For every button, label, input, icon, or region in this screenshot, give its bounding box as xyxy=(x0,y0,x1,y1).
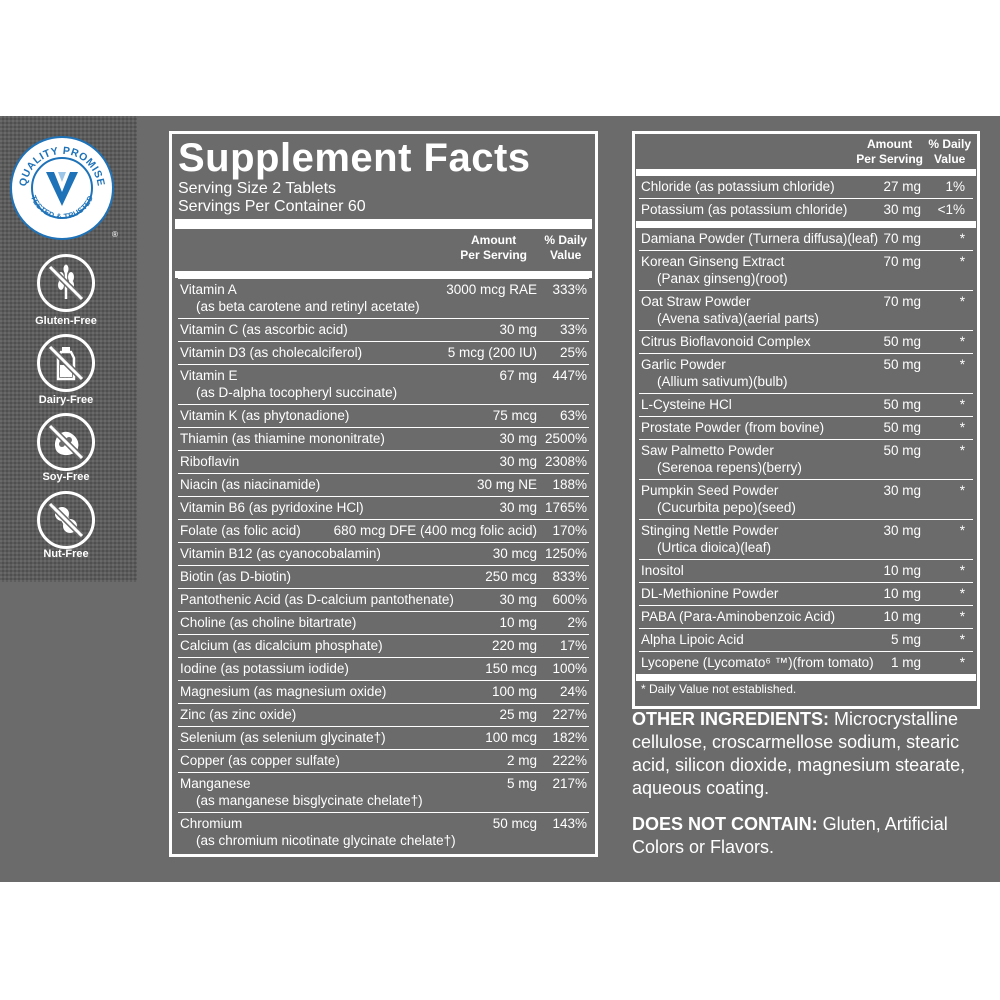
nutrient-daily-value: 1250% xyxy=(544,546,587,561)
nutrient-daily-value: 25% xyxy=(559,345,587,360)
column-header xyxy=(178,229,589,271)
nutrient-amount: 67 mg xyxy=(499,368,537,383)
other-ingredients-label: OTHER INGREDIENTS: xyxy=(632,709,830,729)
nutrient-name: Pumpkin Seed Powder xyxy=(641,483,779,498)
supplement-facts-title: Supplement Facts xyxy=(178,136,531,180)
nutrient-row xyxy=(639,228,973,250)
facts2-group2 xyxy=(639,228,973,674)
nutrient-daily-value: <1% xyxy=(937,202,965,217)
nutrient-daily-value: * xyxy=(959,420,965,435)
nutrient-amount: 5 mcg (200 IU) xyxy=(447,345,537,360)
nutrient-daily-value: 33% xyxy=(559,322,587,337)
nutrient-amount: 50 mg xyxy=(883,397,921,412)
amount-header-line1: Amount xyxy=(470,233,517,247)
nutrient-source: (Panax ginseng)(root) xyxy=(657,271,788,286)
nutrient-name: Niacin (as niacinamide) xyxy=(180,477,321,492)
nutrient-row xyxy=(639,176,973,198)
nutrient-name: L-Cysteine HCl xyxy=(641,397,732,412)
soy-free-label: Soy-Free xyxy=(42,471,90,483)
nutrient-row xyxy=(639,559,973,582)
nutrient-amount: 30 mg xyxy=(883,202,921,217)
nutrient-daily-value: * xyxy=(959,655,965,670)
nutrient-amount: 1 mg xyxy=(890,655,921,670)
nutrient-daily-value: * xyxy=(959,483,965,498)
nutrient-name: Prostate Powder (from bovine) xyxy=(641,420,825,435)
nutrient-name: Vitamin B6 (as pyridoxine HCl) xyxy=(180,500,364,515)
nut-free-label: Nut-Free xyxy=(43,548,89,560)
nutrient-daily-value: * xyxy=(959,523,965,538)
nutrient-source: (Urtica dioica)(leaf) xyxy=(657,540,772,555)
nutrient-row xyxy=(639,439,973,479)
nutrient-daily-value: * xyxy=(959,294,965,309)
nutrient-row xyxy=(639,519,973,559)
nutrient-daily-value: * xyxy=(959,563,965,578)
other-ingredients-text: Microcrystalline cellulose, croscarmellose sodium, stearic acid, silicon dioxide, magnesium stearate, aqueous coating. xyxy=(632,709,966,798)
nutrient-amount: 10 mg xyxy=(499,615,537,630)
nutrient-source: (Avena sativa)(aerial parts) xyxy=(657,311,819,326)
nutrient-amount: 30 mg xyxy=(499,322,537,337)
dv-header-2-line2: Value xyxy=(933,152,966,166)
dv-header-2-line1: % Daily xyxy=(928,137,971,151)
nutrient-name: Oat Straw Powder xyxy=(641,294,751,309)
nutrient-amount: 30 mg xyxy=(499,500,537,515)
nutrient-row xyxy=(639,651,973,674)
medium-divider-3 xyxy=(636,221,976,228)
nutrient-name: Vitamin K (as phytonadione) xyxy=(180,408,350,423)
other-ingredients-block xyxy=(632,708,982,872)
nutrient-source: (as manganese bisglycinate chelate†) xyxy=(196,793,423,808)
nutrient-daily-value: 143% xyxy=(552,816,587,831)
nutrient-amount: 220 mg xyxy=(491,638,537,653)
nutrient-daily-value: * xyxy=(959,397,965,412)
nutrient-row xyxy=(178,450,589,473)
nutrient-daily-value: 217% xyxy=(552,776,587,791)
nutrient-amount: 50 mg xyxy=(883,357,921,372)
servings-per-container: Servings Per Container 60 xyxy=(178,198,366,215)
nutrient-source: (as chromium nicotinate glycinate chelate†) xyxy=(196,833,456,848)
nutrient-name: Choline (as choline bitartrate) xyxy=(180,615,357,630)
nutrient-amount: 30 mg NE xyxy=(476,477,537,492)
supplement-facts-box-2 xyxy=(632,131,980,709)
nutrient-name: Stinging Nettle Powder xyxy=(641,523,779,538)
peanut-icon xyxy=(40,494,92,546)
daily-value-header-2 xyxy=(928,137,971,167)
dairy-free-badge xyxy=(37,334,95,392)
nutrient-name: Thiamin (as thiamine mononitrate) xyxy=(180,431,385,446)
nutrient-daily-value: 188% xyxy=(552,477,587,492)
nutrient-row xyxy=(178,565,589,588)
gluten-free-badge xyxy=(37,254,95,312)
nutrient-row xyxy=(639,393,973,416)
nutrient-amount: 70 mg xyxy=(883,231,921,246)
nutrient-amount: 30 mg xyxy=(499,454,537,469)
nutrient-row xyxy=(178,519,589,542)
nutrient-row xyxy=(178,364,589,404)
nutrient-daily-value: 182% xyxy=(552,730,587,745)
nutrient-daily-value: 2308% xyxy=(544,454,587,469)
nutrient-source: (as D-alpha tocopheryl succinate) xyxy=(196,385,398,400)
nutrient-daily-value: * xyxy=(959,609,965,624)
nutrient-name: DL-Methionine Powder xyxy=(641,586,779,601)
nutrient-amount: 10 mg xyxy=(883,609,921,624)
does-not-contain-label: DOES NOT CONTAIN: xyxy=(632,814,818,834)
nutrient-name: Lycopene (Lycomato⁶ ™)(from tomato) xyxy=(641,655,874,670)
amount-header xyxy=(460,233,527,263)
nutrient-daily-value: 600% xyxy=(552,592,587,607)
nutrient-row xyxy=(639,479,973,519)
nutrient-name: Vitamin E xyxy=(180,368,238,383)
nutrient-name: Biotin (as D-biotin) xyxy=(180,569,292,584)
nutrient-amount: 100 mg xyxy=(491,684,537,699)
nutrient-name: Riboflavin xyxy=(180,454,240,469)
dv-header-line2: Value xyxy=(549,248,582,262)
nutrient-row xyxy=(178,473,589,496)
nutrient-daily-value: * xyxy=(959,334,965,349)
nutrient-amount: 5 mg xyxy=(890,632,921,647)
wheat-icon xyxy=(40,257,92,309)
nutrient-daily-value: 63% xyxy=(559,408,587,423)
nutrient-row xyxy=(178,588,589,611)
milk-bottle-icon xyxy=(40,337,92,389)
other-ingredients xyxy=(632,708,982,800)
nutrient-name: Calcium (as dicalcium phosphate) xyxy=(180,638,383,653)
supplement-facts-box xyxy=(169,131,598,857)
amount-header-line2: Per Serving xyxy=(460,248,527,262)
soy-free-badge xyxy=(37,413,95,471)
nutrient-row xyxy=(178,404,589,427)
nutrient-row xyxy=(178,496,589,519)
nutrient-row xyxy=(639,353,973,393)
soybean-icon xyxy=(40,416,92,468)
nutrient-amount: 30 mg xyxy=(499,431,537,446)
medium-divider-4 xyxy=(636,674,976,681)
nutrient-daily-value: * xyxy=(959,586,965,601)
nutrient-daily-value: 100% xyxy=(552,661,587,676)
nutrient-row xyxy=(639,628,973,651)
nutrient-amount: 30 mg xyxy=(883,523,921,538)
facts2-group1 xyxy=(639,176,973,221)
nutrient-amount: 27 mg xyxy=(883,179,921,194)
nutrient-row xyxy=(178,812,589,852)
nutrient-row xyxy=(178,634,589,657)
nutrient-name: PABA (Para-Aminobenzoic Acid) xyxy=(641,609,836,624)
nutrient-name: Iodine (as potassium iodide) xyxy=(180,661,349,676)
nutrient-name: Vitamin A xyxy=(180,282,237,297)
nutrient-row xyxy=(178,318,589,341)
nutrient-row xyxy=(178,703,589,726)
dv-header-line1: % Daily xyxy=(544,233,587,247)
nutrient-row xyxy=(178,278,589,318)
nutrient-name: Pantothenic Acid (as D-calcium pantothenate) xyxy=(180,592,454,607)
nutrient-row xyxy=(639,290,973,330)
nutrient-daily-value: * xyxy=(959,254,965,269)
label-panel xyxy=(0,116,1000,882)
nutrient-name: Manganese xyxy=(180,776,251,791)
nutrient-row xyxy=(178,611,589,634)
nutrient-row xyxy=(178,341,589,364)
nutrient-daily-value: 2% xyxy=(567,615,587,630)
nutrient-row xyxy=(178,726,589,749)
nutrient-amount: 5 mg xyxy=(506,776,537,791)
nutrient-daily-value: 170% xyxy=(552,523,587,538)
nutrient-row xyxy=(639,605,973,628)
nutrient-amount: 30 mg xyxy=(883,483,921,498)
nutrient-daily-value: 1% xyxy=(945,179,965,194)
nutrient-row xyxy=(639,582,973,605)
nutrient-amount: 70 mg xyxy=(883,294,921,309)
nutrient-name: Vitamin B12 (as cyanocobalamin) xyxy=(180,546,381,561)
medium-divider-2 xyxy=(636,169,976,176)
nutrient-daily-value: 17% xyxy=(559,638,587,653)
nutrient-amount: 50 mg xyxy=(883,443,921,458)
nut-free-badge xyxy=(37,491,95,549)
nutrient-name: Vitamin C (as ascorbic acid) xyxy=(180,322,348,337)
nutrient-source: (as beta carotene and retinyl acetate) xyxy=(196,299,420,314)
quality-promise-bottom-text: TESTED & TRUSTED xyxy=(28,193,96,222)
nutrient-amount: 680 mcg DFE (400 mcg folic acid) xyxy=(333,523,537,538)
daily-value-footnote: * Daily Value not established. xyxy=(641,682,797,696)
nutrient-daily-value: * xyxy=(959,231,965,246)
nutrient-amount: 10 mg xyxy=(883,586,921,601)
facts-rows xyxy=(178,278,589,852)
nutrient-name: Copper (as copper sulfate) xyxy=(180,753,340,768)
nutrient-amount: 2 mg xyxy=(506,753,537,768)
nutrient-daily-value: 2500% xyxy=(544,431,587,446)
nutrient-row xyxy=(639,330,973,353)
nutrient-amount: 75 mcg xyxy=(492,408,537,423)
serving-size: Serving Size 2 Tablets xyxy=(178,180,337,197)
nutrient-row xyxy=(178,542,589,565)
does-not-contain-text: Gluten, Artificial Colors or Flavors. xyxy=(632,814,948,857)
nutrient-source: (Serenoa repens)(berry) xyxy=(657,460,802,475)
nutrient-name: Selenium (as selenium glycinate†) xyxy=(180,730,386,745)
nutrient-name: Magnesium (as magnesium oxide) xyxy=(180,684,387,699)
nutrient-name: Chromium xyxy=(180,816,243,831)
nutrient-name: Zinc (as zinc oxide) xyxy=(180,707,297,722)
nutrient-name: Damiana Powder (Turnera diffusa)(leaf) xyxy=(641,231,879,246)
quality-promise-seal xyxy=(10,136,114,240)
nutrient-daily-value: 227% xyxy=(552,707,587,722)
gluten-free-label: Gluten-Free xyxy=(35,315,97,327)
nutrient-row xyxy=(639,250,973,290)
badge-strip xyxy=(0,116,137,582)
nutrient-daily-value: 1765% xyxy=(544,500,587,515)
nutrient-daily-value: 333% xyxy=(552,282,587,297)
nutrient-name: Saw Palmetto Powder xyxy=(641,443,774,458)
dairy-free-label: Dairy-Free xyxy=(38,394,94,406)
nutrient-row xyxy=(178,772,589,812)
nutrient-daily-value: * xyxy=(959,357,965,372)
nutrient-amount: 50 mg xyxy=(883,334,921,349)
nutrient-amount: 50 mcg xyxy=(492,816,537,831)
nutrient-amount: 100 mcg xyxy=(485,730,537,745)
nutrient-row xyxy=(178,427,589,450)
thick-divider xyxy=(175,219,592,229)
nutrient-amount: 25 mg xyxy=(499,707,537,722)
column-header-2 xyxy=(639,134,973,169)
nutrient-row xyxy=(178,680,589,703)
nutrient-row xyxy=(639,416,973,439)
quality-promise-icon xyxy=(12,138,112,238)
nutrient-amount: 10 mg xyxy=(883,563,921,578)
daily-value-header xyxy=(544,233,587,263)
nutrient-name: Chloride (as potassium chloride) xyxy=(641,179,835,194)
nutrient-amount: 30 mg xyxy=(499,592,537,607)
nutrient-name: Vitamin D3 (as cholecalciferol) xyxy=(180,345,363,360)
nutrient-daily-value: 222% xyxy=(552,753,587,768)
medium-divider xyxy=(175,271,592,278)
nutrient-daily-value: * xyxy=(959,632,965,647)
nutrient-name: Folate (as folic acid) xyxy=(180,523,301,538)
nutrient-name: Potassium (as potassium chloride) xyxy=(641,202,848,217)
nutrient-amount: 30 mcg xyxy=(492,546,537,561)
nutrient-amount: 70 mg xyxy=(883,254,921,269)
nutrient-daily-value: * xyxy=(959,443,965,458)
does-not-contain xyxy=(632,813,982,859)
amount-header-2-line2: Per Serving xyxy=(856,152,923,166)
nutrient-name: Inositol xyxy=(641,563,684,578)
registered-mark: ® xyxy=(112,230,118,239)
nutrient-amount: 150 mcg xyxy=(485,661,537,676)
nutrient-row xyxy=(639,198,973,221)
nutrient-source: (Allium sativum)(bulb) xyxy=(657,374,788,389)
nutrient-amount: 3000 mcg RAE xyxy=(446,282,537,297)
nutrient-name: Garlic Powder xyxy=(641,357,726,372)
nutrient-name: Citrus Bioflavonoid Complex xyxy=(641,334,811,349)
nutrient-daily-value: 447% xyxy=(552,368,587,383)
nutrient-row xyxy=(178,657,589,680)
amount-header-2-line1: Amount xyxy=(866,137,913,151)
nutrient-name: Korean Ginseng Extract xyxy=(641,254,785,269)
quality-promise-top-text: QUALITY PROMISE xyxy=(17,144,107,188)
nutrient-amount: 50 mg xyxy=(883,420,921,435)
nutrient-daily-value: 24% xyxy=(559,684,587,699)
nutrient-name: Alpha Lipoic Acid xyxy=(641,632,744,647)
nutrient-amount: 250 mcg xyxy=(485,569,537,584)
amount-header-2 xyxy=(856,137,923,167)
nutrient-row xyxy=(178,749,589,772)
nutrient-daily-value: 833% xyxy=(552,569,587,584)
nutrient-source: (Cucurbita pepo)(seed) xyxy=(657,500,796,515)
